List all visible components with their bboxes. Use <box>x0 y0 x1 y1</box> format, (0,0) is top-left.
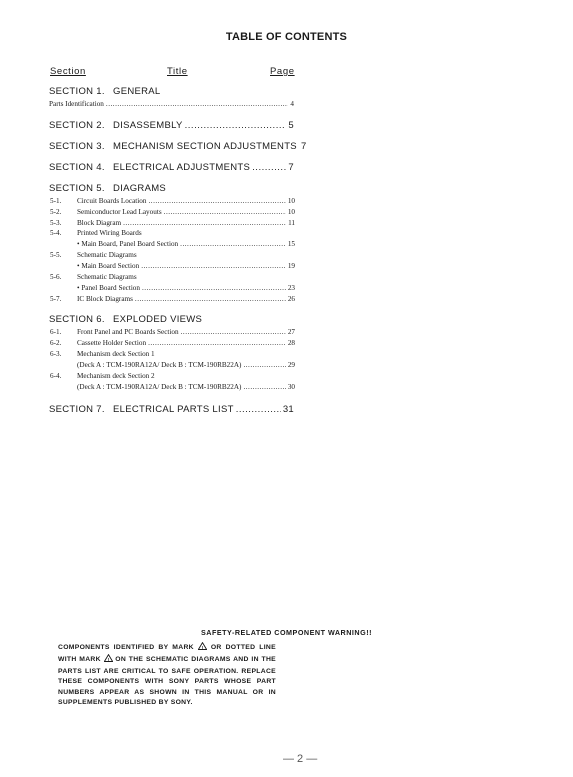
section-number: SECTION 3. <box>49 141 105 152</box>
section-column-header: Section <box>50 66 86 77</box>
section-1-heading <box>49 86 294 97</box>
section-name: DISASSEMBLY <box>113 120 183 131</box>
toc-entry-section-4[interactable] <box>49 162 294 173</box>
toc-entry-6-3[interactable] <box>50 350 295 358</box>
entry-number: 5-4. <box>50 229 62 237</box>
leader-dots <box>164 208 286 216</box>
toc-entry-5-2[interactable] <box>50 208 295 216</box>
toc-entry-section-2[interactable] <box>49 120 294 131</box>
toc-entry-section-7[interactable] <box>49 404 294 415</box>
entry-number: 6-2. <box>50 339 62 347</box>
warning-text-part-2: OR DOTTED LINE WITH MARK <box>58 644 276 664</box>
section-number: SECTION 2. <box>49 120 105 131</box>
leader-dots <box>148 197 285 205</box>
toc-entry-section-3[interactable] <box>49 141 307 152</box>
leader-dots <box>243 383 285 391</box>
leader-dots <box>180 240 286 248</box>
entry-page: 31 <box>282 404 294 415</box>
warning-text-part-3: ON THE SCHEMATIC DIAGRAMS AND IN THE PARTS LIST ARE CRITICAL TO SAFE OPERATION. REPLACE THESE COMPONENTS WITH SONY PARTS WHOSE PART NUMBERS APPEAR AS SHOWN IN THIS MANUAL OR IN SUPPLEMENTS PUBLISHED BY SONY. <box>58 656 276 707</box>
toc-entry-6-4[interactable] <box>50 372 295 380</box>
entry-text: • Main Board, Panel Board Section <box>77 240 179 248</box>
toc-entry-5-5[interactable] <box>50 251 295 259</box>
entry-page: 11 <box>288 219 295 227</box>
entry-text: Mechanism deck Section 2 <box>77 372 155 380</box>
leader-dots <box>106 100 289 108</box>
entry-text: Schematic Diagrams <box>77 273 137 281</box>
svg-text:!: ! <box>201 644 204 650</box>
section-number: SECTION 7. <box>49 404 105 415</box>
entry-page: 4 <box>290 100 294 108</box>
entry-number: 5-1. <box>50 197 62 205</box>
leader-dots <box>236 404 281 415</box>
entry-number: 6-3. <box>50 350 62 358</box>
page-number: — 2 — <box>283 753 318 765</box>
entry-text: Parts Identification <box>49 100 104 108</box>
entry-page: 19 <box>287 262 295 270</box>
warning-triangle-icon <box>198 642 207 654</box>
entry-number: 6-4. <box>50 372 62 380</box>
toc-entry-5-1[interactable] <box>50 197 295 205</box>
section-number: SECTION 4. <box>49 162 105 173</box>
title-column-header: Title <box>167 66 188 77</box>
leader-dots <box>148 339 286 347</box>
section-6-heading <box>49 314 294 325</box>
section-number: SECTION 1. <box>49 86 105 97</box>
leader-dots <box>142 284 286 292</box>
entry-text: IC Block Diagrams <box>77 295 133 303</box>
entry-text: • Panel Board Section <box>77 284 140 292</box>
entry-text: Cassette Holder Section <box>77 339 147 347</box>
entry-text: Schematic Diagrams <box>77 251 137 259</box>
entry-text: Front Panel and PC Boards Section <box>77 328 179 336</box>
toc-entry-5-4-main-panel[interactable] <box>50 240 295 248</box>
entry-number: 5-3. <box>50 219 62 227</box>
section-name: EXPLODED VIEWS <box>113 314 203 325</box>
toc-entry-5-7[interactable] <box>50 295 295 303</box>
entry-text: Printed Wiring Boards <box>77 229 142 237</box>
section-name: DIAGRAMS <box>113 183 167 194</box>
entry-page: 29 <box>287 361 295 369</box>
page-column-header: Page <box>270 66 295 77</box>
entry-page: 5 <box>288 120 294 131</box>
safety-warning-heading: SAFETY-RELATED COMPONENT WARNING!! <box>201 628 372 637</box>
section-name: MECHANISM SECTION ADJUSTMENTS <box>113 141 297 152</box>
entry-page: 7 <box>300 141 307 152</box>
toc-entry-6-1[interactable] <box>50 328 295 336</box>
entry-number: 5-7. <box>50 295 62 303</box>
leader-dots <box>185 120 287 131</box>
entry-number: 5-2. <box>50 208 62 216</box>
leader-dots <box>252 162 286 173</box>
entry-number: 5-5. <box>50 251 62 259</box>
warning-triangle-icon <box>104 654 113 666</box>
entry-text: Mechanism deck Section 1 <box>77 350 155 358</box>
section-5-heading <box>49 183 294 194</box>
entry-number: 6-1. <box>50 328 62 336</box>
entry-text: Semiconductor Lead Layouts <box>77 208 162 216</box>
toc-entry-5-5-main-board[interactable] <box>50 262 295 270</box>
section-name: GENERAL <box>113 86 161 97</box>
page-title: TABLE OF CONTENTS <box>225 31 348 43</box>
leader-dots <box>135 295 286 303</box>
safety-warning-text <box>58 642 276 708</box>
leader-dots <box>123 219 286 227</box>
entry-text: (Deck A : TCM-190RA12A/ Deck B : TCM-190RB22A) <box>77 361 242 369</box>
leader-dots <box>181 328 286 336</box>
toc-entry-parts-identification[interactable] <box>49 100 294 108</box>
toc-entry-6-2[interactable] <box>50 339 295 347</box>
section-name: ELECTRICAL ADJUSTMENTS <box>113 162 251 173</box>
entry-page: 10 <box>287 208 295 216</box>
toc-entry-5-3[interactable] <box>50 219 295 227</box>
leader-dots <box>141 262 286 270</box>
toc-entry-5-6-panel-board[interactable] <box>50 284 295 292</box>
entry-page: 28 <box>287 339 295 347</box>
section-number: SECTION 6. <box>49 314 105 325</box>
entry-text: Circuit Boards Location <box>77 197 147 205</box>
toc-entry-6-4-decks[interactable] <box>50 383 295 391</box>
section-number: SECTION 5. <box>49 183 105 194</box>
warning-text-part-1: COMPONENTS IDENTIFIED BY MARK <box>58 644 194 651</box>
toc-entry-5-4[interactable] <box>50 229 295 237</box>
leader-dots <box>243 361 285 369</box>
svg-text:!: ! <box>107 657 109 663</box>
entry-page: 10 <box>287 197 295 205</box>
entry-page: 30 <box>287 383 295 391</box>
entry-number: 5-6. <box>50 273 62 281</box>
toc-entry-5-6[interactable] <box>50 273 295 281</box>
toc-entry-6-3-decks[interactable] <box>50 361 295 369</box>
entry-page: 15 <box>287 240 295 248</box>
entry-text: Block Diagram <box>77 219 122 227</box>
section-name: ELECTRICAL PARTS LIST <box>113 404 234 415</box>
entry-page: 26 <box>287 295 295 303</box>
entry-page: 7 <box>288 162 294 173</box>
entry-text: (Deck A : TCM-190RA12A/ Deck B : TCM-190RB22A) <box>77 383 242 391</box>
entry-page: 27 <box>287 328 295 336</box>
entry-text: • Main Board Section <box>77 262 140 270</box>
entry-page: 23 <box>287 284 295 292</box>
